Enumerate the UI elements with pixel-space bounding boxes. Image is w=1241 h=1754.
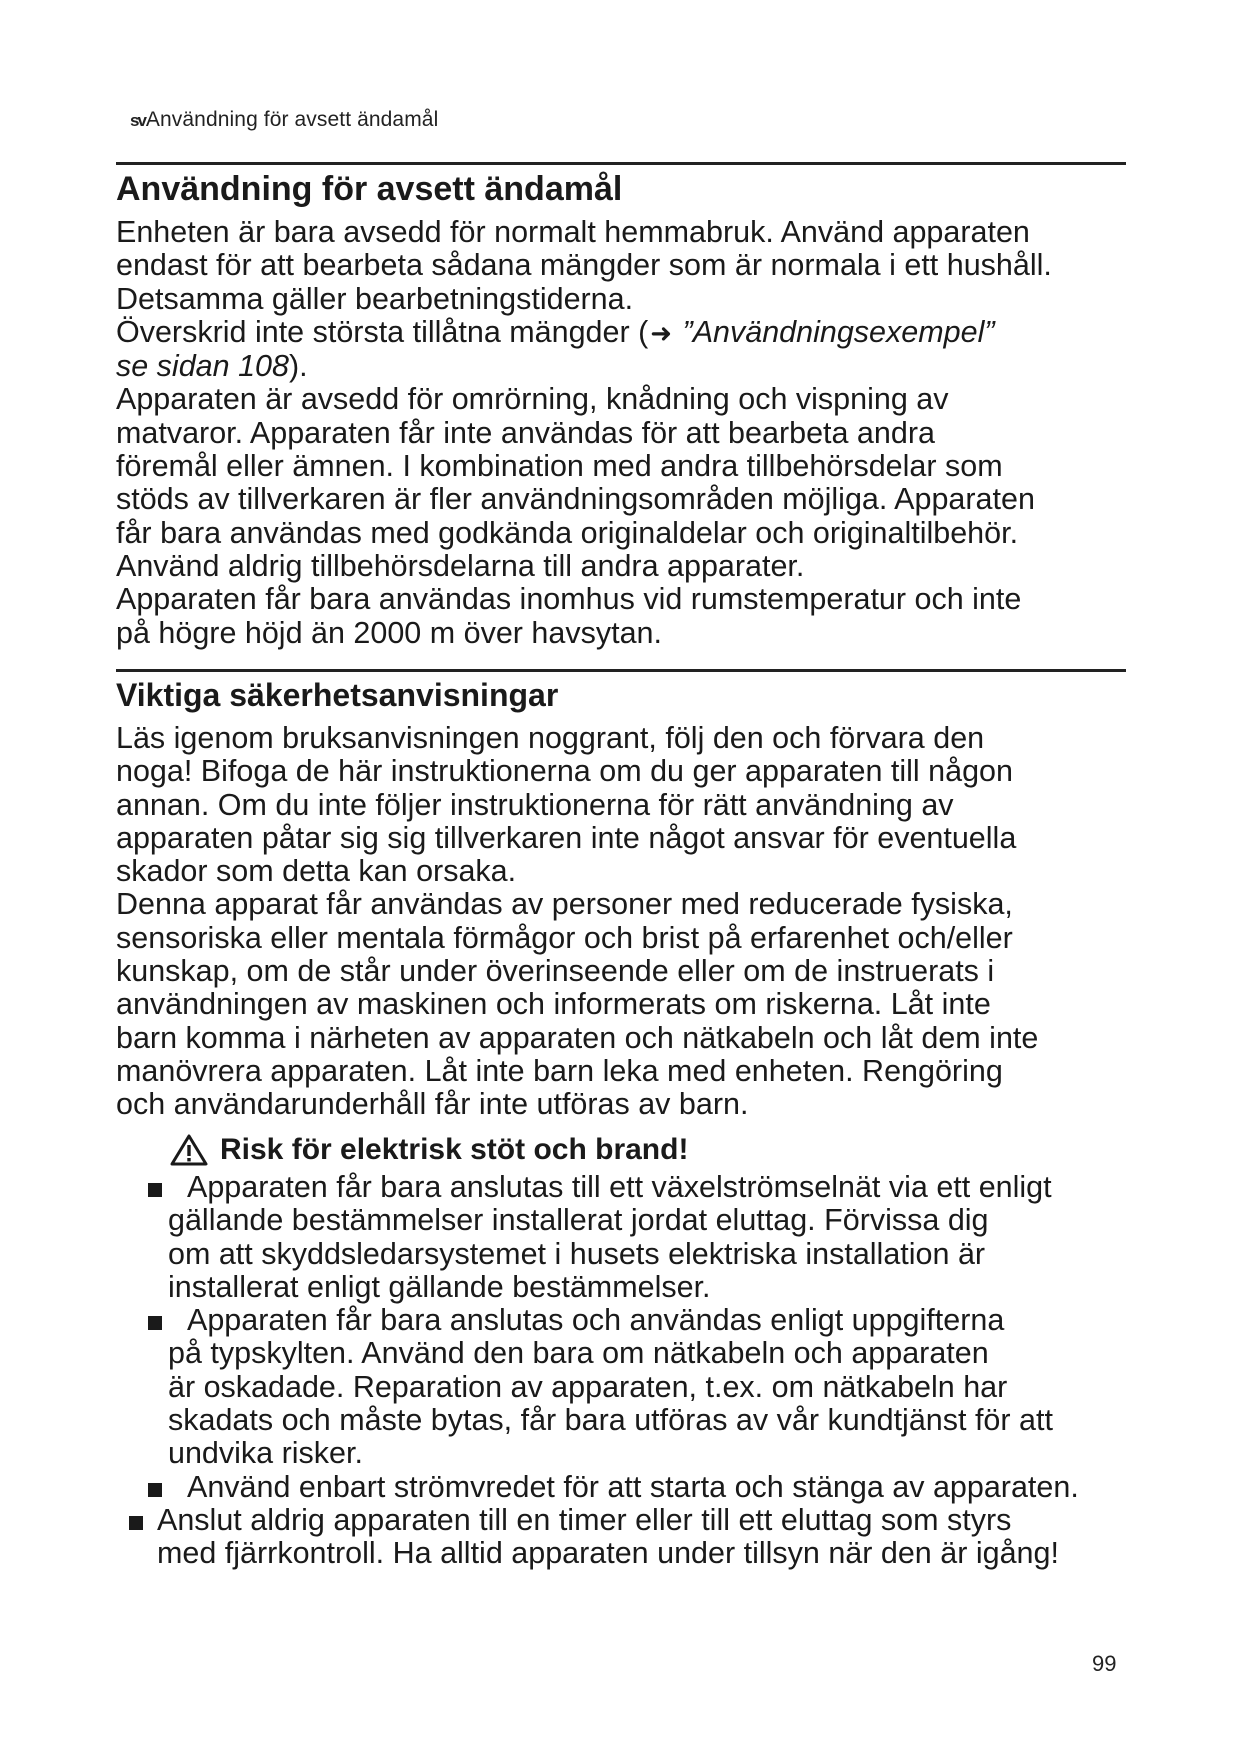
page-number: 99 bbox=[1092, 1651, 1117, 1676]
body-line: Detsamma gäller bearbetningstiderna. bbox=[116, 281, 634, 316]
body-line: Apparaten är avsedd för omrörning, knådning och vispning av bbox=[116, 382, 949, 417]
bullet-square-icon bbox=[148, 1483, 162, 1497]
body-line: noga! Bifoga de här instruktionerna om du ger apparaten till någon bbox=[116, 754, 1013, 789]
ref-prefix: Överskrid inte största tillåtna mängder ( bbox=[116, 314, 649, 349]
list-item bbox=[148, 1304, 1148, 1470]
section-heading-intended-use: Användning för avsett ändamål bbox=[116, 170, 623, 208]
body-line: Denna apparat får användas av personer med reducerade fysiska, bbox=[116, 887, 1013, 922]
body-line: stöds av tillverkaren är fler användningsområden möjliga. Apparaten bbox=[116, 482, 1035, 517]
arrow-right-icon: ➜ bbox=[650, 317, 673, 348]
bullet-first-line: Apparaten får bara anslutas till ett växelströmselnät via ett enligt bbox=[187, 1170, 1052, 1204]
bullet-line: om att skyddsledarsystemet i husets elektriska installation är bbox=[168, 1236, 986, 1271]
section-body-safety bbox=[116, 722, 1146, 1122]
list-item bbox=[148, 1471, 1148, 1504]
list-item bbox=[116, 1504, 1059, 1571]
body-line: Apparaten får bara användas inomhus vid rumstemperatur och inte bbox=[116, 582, 1022, 617]
bullet-line: på typskylten. Använd den bara om nätkabeln och apparaten bbox=[168, 1336, 989, 1371]
language-code: sv bbox=[130, 111, 145, 130]
bullet-square-icon bbox=[129, 1516, 143, 1530]
warning-triangle-icon bbox=[170, 1134, 208, 1166]
body-line: manövrera apparaten. Låt inte barn leka med enheten. Rengöring bbox=[116, 1053, 1003, 1088]
body-line: kunskap, om de står under överinseende eller om de instruerats i bbox=[116, 954, 995, 989]
bullet-square-icon bbox=[148, 1316, 162, 1330]
section-body-intended-use bbox=[116, 216, 1146, 650]
running-head bbox=[130, 108, 438, 132]
cross-reference-line bbox=[116, 350, 1146, 383]
page-reference-link[interactable]: se sidan 108 bbox=[116, 349, 289, 384]
body-line: föremål eller ämnen. I kombination med andra tillbehörsdelar som bbox=[116, 449, 1003, 484]
body-line: användningen av maskinen och informerats om riskerna. Låt inte bbox=[116, 987, 991, 1022]
bullet-line: med fjärrkontroll. Ha alltid apparaten under tillsyn när den är igång! bbox=[157, 1536, 1059, 1571]
bullet-line: gällande bestämmelser installerat jordat eluttag. Förvissa dig bbox=[168, 1203, 989, 1238]
bullet-line: installerat enligt gällande bestämmelser. bbox=[168, 1269, 711, 1304]
body-line: skador som detta kan orsaka. bbox=[116, 854, 517, 889]
bullet-first-line: Anslut aldrig apparaten till en timer eller till ett eluttag som styrs bbox=[157, 1503, 1012, 1537]
section-heading-safety: Viktiga säkerhetsanvisningar bbox=[116, 677, 559, 713]
list-item bbox=[148, 1171, 1148, 1304]
body-line: och användarunderhåll får inte utföras av barn. bbox=[116, 1087, 749, 1122]
cross-reference-line bbox=[116, 316, 1146, 350]
warning-heading bbox=[170, 1133, 688, 1167]
body-line: Använd aldrig tillbehörsdelarna till andra apparater. bbox=[116, 548, 805, 583]
bullet-first-line: Använd enbart strömvredet för att starta och stänga av apparaten. bbox=[187, 1469, 1079, 1504]
body-line: apparaten påtar sig sig tillverkaren inte något ansvar för eventuella bbox=[116, 820, 1017, 855]
body-line: Läs igenom bruksanvisningen noggrant, följ den och förvara den bbox=[116, 721, 985, 755]
warning-title-text: Risk för elektrisk stöt och brand! bbox=[220, 1133, 689, 1166]
bullet-line: undvika risker. bbox=[168, 1436, 363, 1471]
section-divider bbox=[116, 162, 1126, 165]
body-line: matvaror. Apparaten får inte användas för att bearbeta andra bbox=[116, 415, 935, 450]
body-line: endast för att bearbeta sådana mängder som är normala i ett hushåll. bbox=[116, 248, 1052, 283]
section-divider bbox=[116, 669, 1126, 672]
body-line: sensoriska eller mentala förmågor och brist på erfarenhet och/eller bbox=[116, 920, 1013, 955]
body-line: barn komma i närheten av apparaten och nätkabeln och låt dem inte bbox=[116, 1020, 1039, 1055]
warning-bullet-list bbox=[148, 1171, 1148, 1504]
bullet-line: är oskadade. Reparation av apparaten, t.ex. om nätkabeln har bbox=[168, 1369, 1008, 1404]
body-line: får bara användas med godkända originaldelar och originaltilbehör. bbox=[116, 515, 1019, 550]
ref-suffix: ). bbox=[288, 349, 308, 384]
body-line: på högre höjd än 2000 m över havsytan. bbox=[116, 615, 662, 650]
body-line: annan. Om du inte följer instruktionerna för rätt användning av bbox=[116, 787, 954, 822]
body-line: Enheten är bara avsedd för normalt hemmabruk. Använd apparaten bbox=[116, 215, 1030, 249]
running-head-title: Användning för avsett ändamål bbox=[145, 108, 439, 131]
bullet-first-line: Apparaten får bara anslutas och användas enligt uppgifterna bbox=[187, 1303, 1005, 1338]
bullet-line: skadats och måste bytas, får bara utföras av vår kundtjänst för att bbox=[168, 1403, 1053, 1438]
cross-reference-link[interactable]: ”Användningsexempel” bbox=[682, 314, 995, 349]
bullet-square-icon bbox=[148, 1183, 162, 1197]
